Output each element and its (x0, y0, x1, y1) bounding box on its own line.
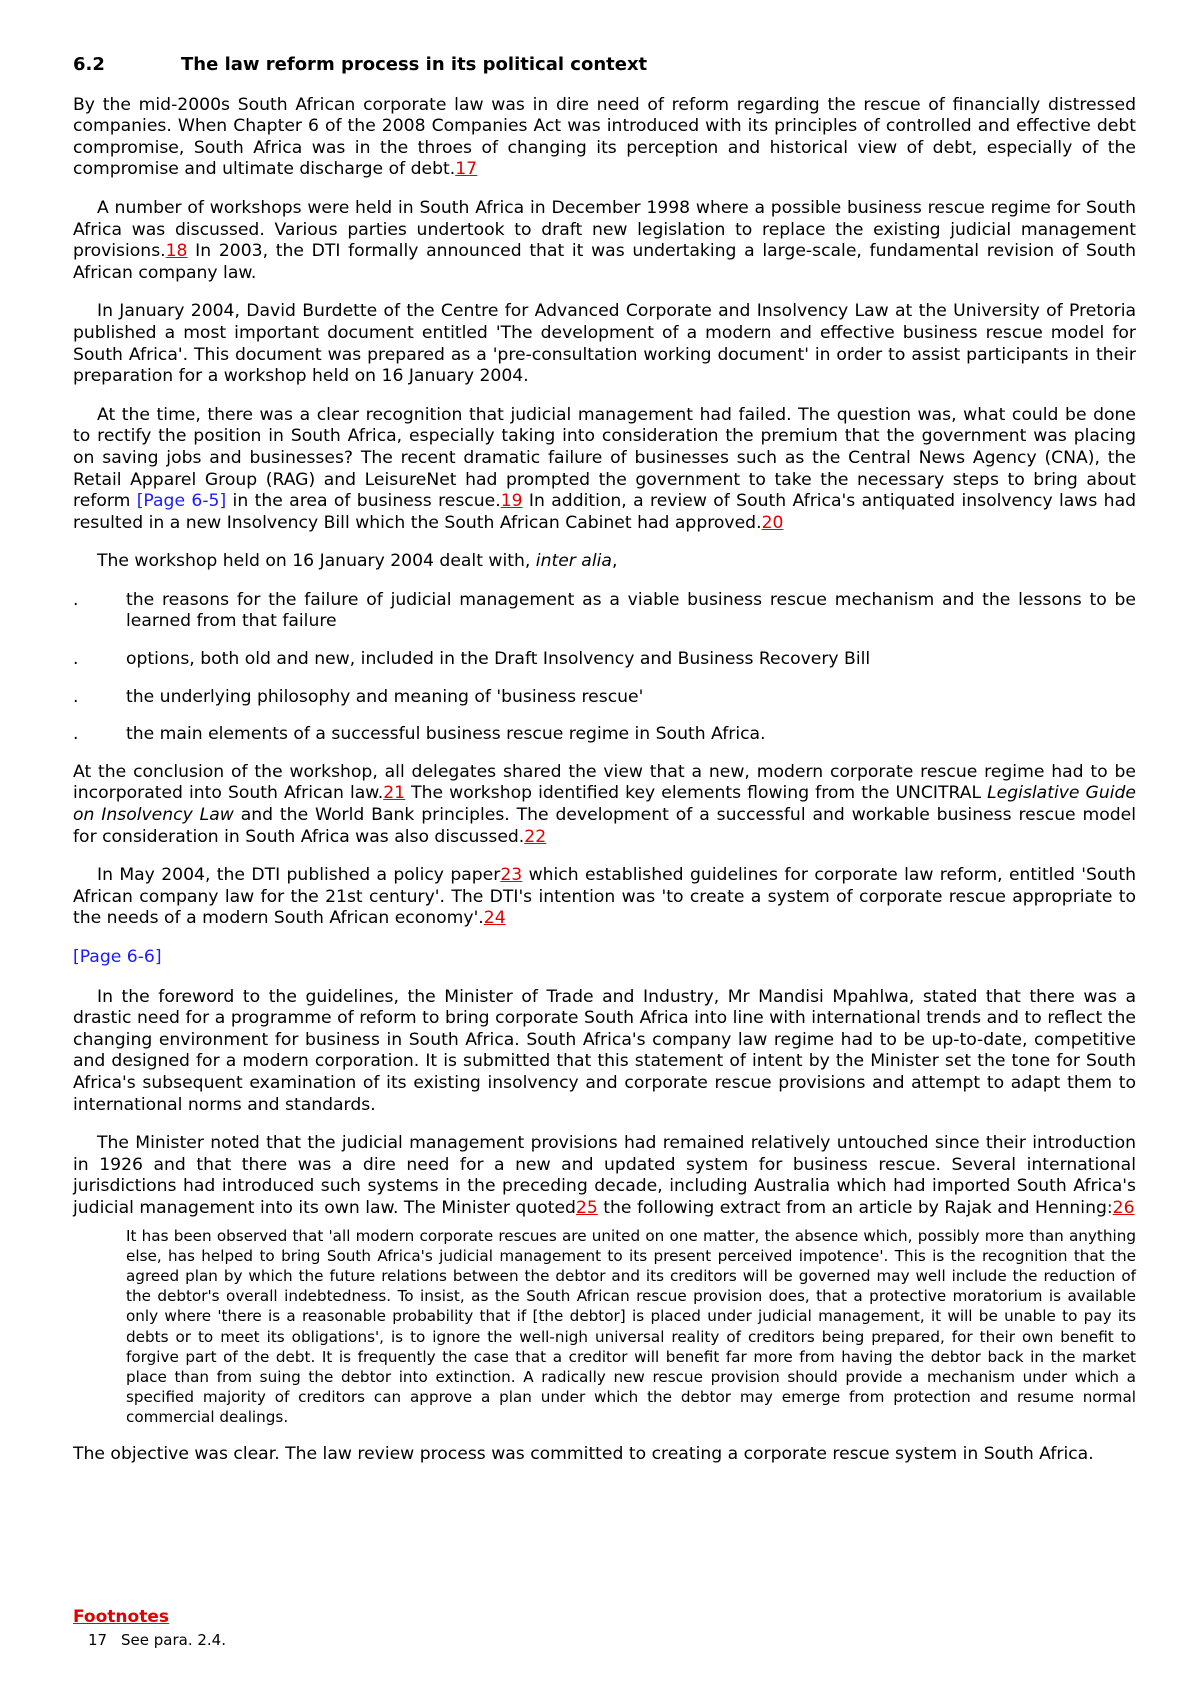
paragraph-6 (73, 762, 1136, 848)
footnote-link-21[interactable]: 21 (383, 783, 406, 804)
paragraph-9 (73, 1133, 1136, 1219)
paragraph-7-text-a: In May 2004, the DTI published a policy paper (97, 865, 501, 886)
footnote-number: 17 (88, 1631, 108, 1649)
paragraph-6-text-a: At the conclusion of the workshop, all delegates shared the view that a new, modern corporate rescue regime had to be incorporated into South African law. (73, 761, 1136, 804)
footnote-text: See para. 2.4. (121, 1631, 226, 1649)
bullet-mark: . (73, 589, 79, 610)
paragraph-5 (73, 551, 1136, 573)
footnotes-heading-link[interactable]: Footnotes (73, 1607, 169, 1627)
list-item-text: the main elements of a successful business rescue regime in South Africa. (126, 724, 766, 745)
paragraph-5-italic: inter alia (535, 551, 612, 572)
paragraph-10-text: The objective was clear. The law review process was committed to creating a corporate rescue system in South Africa. (73, 1443, 1094, 1464)
page-link-6-5[interactable]: [Page 6-5] (136, 491, 227, 512)
bullet-mark: . (73, 649, 79, 670)
footnote-link-17[interactable]: 17 (455, 159, 478, 180)
paragraph-3-text: In January 2004, David Burdette of the Centre for Advanced Corporate and Insolvency Law at the University of Pretoria published a most important document entitled 'The development of a modern and effective business rescue model for South Africa'. This document was prepared as a 'pre-consultation working document' in order to assist participants in their preparation for a workshop held on 16 January 2004. (73, 301, 1136, 387)
paragraph-5-text-b: , (611, 551, 618, 572)
bullet-mark: . (73, 724, 79, 745)
paragraph-9-text-a: The Minister noted that the judicial management provisions had remained relatively untouched since their introduction in 1926 and that there was a dire need for a new and updated system for business rescue. Several international jurisdictions had introduced such systems in the preceding decade, including Australia which had imported South Africa's judicial management into its own law. The Minister quoted (73, 1133, 1136, 1218)
document-body (73, 54, 1136, 1482)
list-item-text: the underlying philosophy and meaning of 'business rescue' (126, 686, 644, 707)
list-item (73, 724, 1136, 746)
section-title: The law reform process in its political context (181, 54, 648, 75)
footnote-link-26[interactable]: 26 (1112, 1197, 1135, 1218)
footnote-link-24[interactable]: 24 (483, 908, 506, 929)
paragraph-4-text-c: In addition, a review of South Africa's antiquated insolvency laws had resulted in a new Insolvency Bill which the South African Cabinet had approved. (73, 491, 1137, 533)
list-item (73, 649, 1136, 671)
paragraph-2-text-a: A number of workshops were held in South Africa in December 1998 where a possible business rescue regime for South Africa was discussed. Various parties undertook to draft new legislation to replace the existing judicial management provisions. (73, 197, 1136, 262)
footnote-link-23[interactable]: 23 (500, 865, 523, 886)
paragraph-4 (73, 405, 1136, 535)
section-number: 6.2 (73, 54, 105, 75)
paragraph-4-text-a: At the time, there was a clear recognition that judicial management had failed. The question was, what could be done to rectify the position in South Africa, especially taking into consideration the premium that the government was placing on saving jobs and businesses? The recent dramatic failure of businesses such as the Central News Agency (CNA), the Retail Apparel Group (RAG) and LeisureNet had prompted the government to take the necessary steps to bring about reform (73, 404, 1136, 512)
paragraph-1-text: By the mid-2000s South African corporate law was in dire need of reform regarding the rescue of financially distressed companies. When Chapter 6 of the 2008 Companies Act was introduced with its principles of controlled and effective debt compromise, South Africa was in the throes of changing its perception and historical view of debt, especially of the compromise and ultimate discharge of debt. (73, 94, 1136, 180)
footnote-link-22[interactable]: 22 (524, 826, 547, 847)
paragraph-2-text-b: In 2003, the DTI formally announced that it was undertaking a large-scale, fundamental revision of South African company law. (73, 241, 1136, 283)
paragraph-1 (73, 95, 1136, 181)
page-link-6-6[interactable]: [Page 6-6] (73, 947, 162, 967)
page-marker-block (73, 947, 1136, 969)
block-quote: It has been observed that 'all modern corporate rescues are united on one matter, the absence which, possibly more than anything else, has helped to bring South Africa's judicial management to its present perceived impotence'. This is the recognition that the agreed plan by which the future relations between the debtor and its creditors will be governed may well include the reduction of the debtor's overall indebtedness. To insist, as the South African rescue provision does, that a protective moratorium is available only where 'there is a reasonable probability that if [the debtor] is placed under judicial management, it will be unable to pay its debts or to meet its obligations', is to ignore the well-nigh universal reality of creditors being prepared, for their own benefit to forgive part of the debt. It is frequently the case that a creditor will benefit far more from having the debtor back in the market place than from suing the debtor into extinction. A radically new rescue provision should provide a mechanism under which a specified majority of creditors can approve a plan under which the debtor may emerge from protection and resume normal commercial dealings. (126, 1226, 1136, 1427)
paragraph-9-text-b: the following extract from an article by Rajak and Henning: (597, 1197, 1113, 1218)
paragraph-8 (73, 987, 1136, 1117)
list-item (73, 590, 1136, 633)
footnote-item (88, 1631, 226, 1649)
paragraph-2 (73, 198, 1136, 284)
paragraph-6-text-b: The workshop identified key elements flowing from the UNCITRAL (405, 783, 988, 804)
section-heading (73, 54, 1136, 76)
paragraph-6-text-c: and the World Bank principles. The development of a successful and workable business rescue model for consideration in South Africa was also discussed. (73, 805, 1136, 847)
footnote-link-20[interactable]: 20 (761, 512, 784, 533)
paragraph-8-text: In the foreword to the guidelines, the Minister of Trade and Industry, Mr Mandisi Mpahlwa, stated that there was a drastic need for a programme of reform to bring corporate South Africa into line with international trends and to reflect the changing environment for business in South Africa. South Africa's company law regime had to be up-to-date, competitive and designed for a modern corporation. It is submitted that this statement of intent by the Minister set the tone for South Africa's subsequent examination of its existing insolvency and corporate rescue provisions and attempt to adapt them to international norms and standards. (73, 986, 1136, 1115)
paragraph-4-text-b: in the area of business rescue. (226, 491, 501, 512)
footnote-link-25[interactable]: 25 (575, 1197, 598, 1218)
paragraph-7-text-b: which established guidelines for corporate law reform, entitled 'South African company law for the 21st century'. The DTI's intention was 'to create a system of corporate rescue appropriate to the needs of a modern South African economy'. (73, 865, 1136, 929)
paragraph-7 (73, 865, 1136, 930)
paragraph-10 (73, 1444, 1136, 1466)
list-item (73, 687, 1136, 709)
footnote-link-18[interactable]: 18 (165, 241, 188, 262)
list-item-text: options, both old and new, included in the Draft Insolvency and Business Recovery Bill (126, 649, 871, 670)
paragraph-5-text-a: The workshop held on 16 January 2004 dealt with, (97, 551, 536, 572)
bullet-list (73, 590, 1136, 746)
footnote-link-19[interactable]: 19 (500, 491, 523, 512)
bullet-mark: . (73, 686, 79, 707)
paragraph-3 (73, 301, 1136, 387)
paragraph-6-italic: Legislative Guide on Insolvency Law (73, 783, 1136, 826)
list-item-text: the reasons for the failure of judicial management as a viable business rescue mechanism and the lessons to be learned from that failure (126, 589, 1136, 632)
